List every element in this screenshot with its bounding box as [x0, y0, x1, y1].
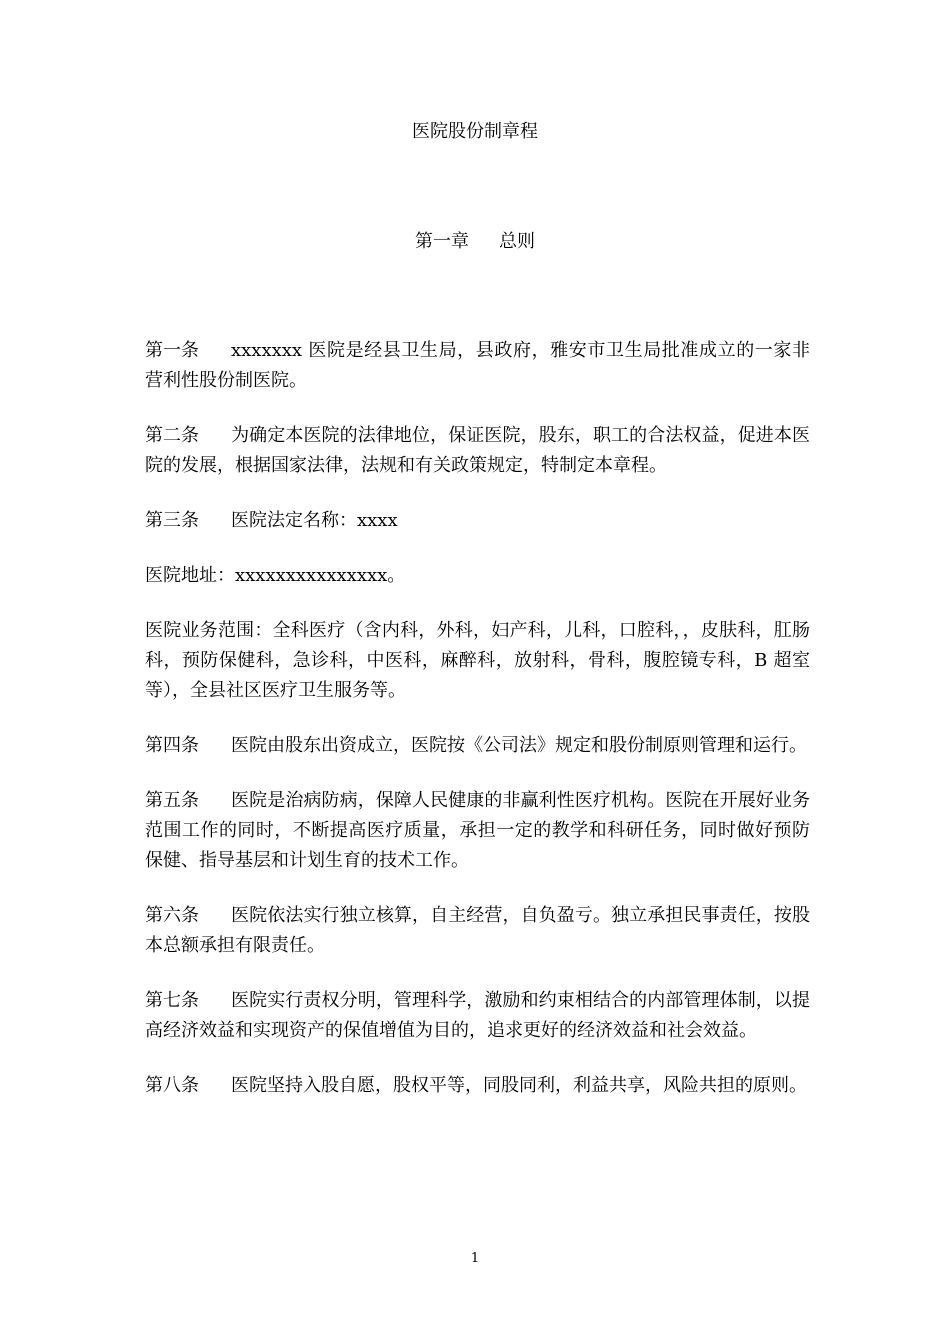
article-paragraph	[145, 731, 810, 761]
article-paragraph	[145, 786, 810, 876]
article-paragraph	[145, 506, 810, 536]
page-number: 1	[470, 1251, 480, 1266]
article-text: 医院坚持入股自愿，股权平等，同股同利，利益共享，风险共担的原则。	[231, 1075, 807, 1096]
article-text: xxxxxxx 医院是经县卫生局，县政府，雅安市卫生局批准成立的一家非营利性股份制医院。	[145, 340, 810, 391]
address-paragraph	[145, 561, 810, 591]
article-number: 第三条	[145, 510, 199, 531]
document-title: 医院股份制章程	[412, 121, 538, 142]
chapter-heading	[0, 230, 950, 254]
chapter-name: 总则	[499, 231, 535, 252]
chapter-number: 第一章	[415, 231, 469, 252]
article-number: 第八条	[145, 1075, 199, 1096]
article-text: 医院是治病防病，保障人民健康的非赢利性医疗机构。医院在开展好业务范围工作的同时，不断提高医疗质量，承担一定的教学和科研任务，同时做好预防保健、指导基层和计划生育的技术工作。	[145, 790, 810, 871]
article-number: 第四条	[145, 735, 199, 756]
article-paragraph	[145, 986, 810, 1046]
article-text: 医院依法实行独立核算，自主经营，自负盈亏。独立承担民事责任，按股本总额承担有限责任。	[145, 905, 810, 956]
article-text: 医院法定名称：xxxx	[231, 510, 398, 531]
article-text: 医院地址：xxxxxxxxxxxxxxx。	[145, 565, 406, 586]
article-number: 第五条	[145, 790, 199, 811]
article-text: 医院业务范围：全科医疗（含内科，外科，妇产科，儿科，口腔科，，皮肤科，肛肠科，预防保健科，急诊科，中医科，麻醉科，放射科，骨科，腹腔镜专科，B 超室等），全县社区医疗卫生服务等。	[145, 620, 810, 701]
article-number: 第一条	[145, 340, 199, 361]
article-paragraph	[145, 421, 810, 481]
article-number: 第二条	[145, 425, 199, 446]
article-number: 第六条	[145, 905, 199, 926]
article-text: 医院实行责权分明，管理科学，激励和约束相结合的内部管理体制，以提高经济效益和实现资产的保值增值为目的，追求更好的经济效益和社会效益。	[145, 990, 810, 1041]
article-paragraph	[145, 336, 810, 396]
article-paragraph	[145, 901, 810, 961]
article-paragraph	[145, 1071, 810, 1101]
business-scope-paragraph	[145, 616, 810, 706]
document-body	[145, 336, 810, 1126]
article-text: 医院由股东出资成立，医院按《公司法》规定和股份制原则管理和运行。	[231, 735, 807, 756]
article-text: 为确定本医院的法律地位，保证医院，股东，职工的合法权益，促进本医院的发展，根据国家法律，法规和有关政策规定，特制定本章程。	[145, 425, 810, 476]
article-number: 第七条	[145, 990, 199, 1011]
